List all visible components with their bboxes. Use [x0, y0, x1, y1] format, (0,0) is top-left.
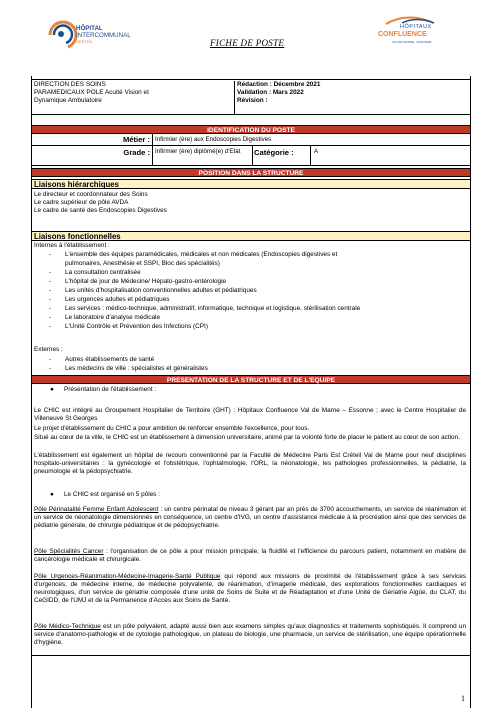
interne-item: Le laboratoire d'analyse médicale: [65, 314, 161, 321]
position-band: POSITION DANS LA STRUCTURE: [31, 168, 471, 177]
dash-marker: -: [49, 251, 52, 258]
hospital-logo-line1: HÔPITAL: [76, 25, 103, 32]
grade-value: Infirmier (ère) diplômé(e) d'Etat: [155, 148, 241, 155]
document-title: FICHE DE POSTE: [210, 38, 285, 48]
pole-urgences: [34, 573, 466, 605]
presentation-paragraph-2: Le projet d'établissement du CHIC a pour ambition de renforcer ensemble l'excellence, pour tous.: [34, 425, 310, 432]
categorie-value: A: [314, 148, 319, 155]
categorie-divider-left: [252, 146, 253, 165]
info-header: [31, 79, 471, 115]
hospital-logo-line2: INTERCOMMUNAL: [76, 32, 131, 39]
bullet-dot: ●: [50, 491, 54, 498]
confluence-logo-line1: HÔPITAUX: [400, 24, 432, 30]
interne-item: Les unités d'hospitalisation conventionnelles adultes et pédiatriques: [65, 287, 257, 294]
dash-marker: -: [49, 296, 52, 303]
presentation-paragraph-1: Le CHIC est intégré au Groupement Hospitalier de Territoire (GHT) : Hôpitaux Confluence Val de Marne – Essonne ; avec le Centre Hospitalier de Villeneuve St Georges: [34, 407, 466, 423]
hospital-logo-line3: CRÉTEIL: [76, 39, 93, 44]
validation-date: Validation : Mars 2022: [237, 89, 304, 97]
interne-item: Les services : médico-technique, administratif, informatique, technique et logistique, stérilisation centrale: [65, 305, 361, 312]
direction-line2: PARAMEDICAUX POLE Acuité Vision et: [34, 89, 149, 97]
pole-specialites-title: Pôle Spécialités Cancer: [34, 548, 104, 555]
externes-label: Externes :: [34, 346, 63, 353]
bottom-rule: [31, 655, 471, 656]
dash-marker: -: [49, 365, 52, 372]
pole-specialites: [34, 548, 466, 564]
interne-item: La consultation centralisée: [65, 269, 141, 276]
pole-medico-technique-text: est un pôle polyvalent, adapté aussi bien aux examens simples qu'aux diagnostics et traitements sophistiqués. Il comprend un service d'anatomo-pathologie et de cytologie pathologique, un plateau de biologie, une pharmacie, un service de stérilisation, une équipe opérationnelle d'hygiène.: [34, 623, 467, 647]
hierarchique-item: Le cadre supérieur de pôle AVDA: [34, 199, 129, 207]
confluence-logo: [372, 14, 454, 48]
presentation-bullet2: Le CHIC est organisé en 5 pôles :: [64, 491, 160, 498]
externe-item: Autres établissements de santé: [65, 356, 155, 363]
pole-urgences-title: Pôle Urgences-Réanimation-Médecine-Imagerie-Santé Publique: [34, 573, 221, 580]
hospital-logo: [46, 18, 156, 52]
redaction-date: Rédaction : Décembre 2021: [237, 81, 321, 88]
presentation-paragraph-4: L'établissement est également un hôpital de recours conventionné par la Faculté de Médecine Paris Est Créteil Val de Marne pour neuf disciplines hospitalo-universitaires : la gynécologie et l'obstétrique, l'ophtalmologie, l'ORL, la néonatologie, les pathologies professionnelles, la pédiatrie, la pneumologie et la pédopsychiatrie.: [34, 452, 466, 476]
pole-perinatalite: [34, 506, 466, 530]
pole-urgences-text: qui répond aux missions de proximité de l'établissement grâce à ses services d'urgences, de médecine interne, de médecine polyvalente, de réanimation, d'imagerie médicale, des explorations fonctionnelles cardiaques et neurologiques, d'un service de gériatrie composée d'une unité de Soins de Suite et de Réadaptation et d'une Unité de Gériatrie Aigüe, du CLAT, du CeGIDD, de l'UMJ et de la Permanence d'Accès aux Soins de Santé.: [34, 573, 466, 605]
direction-line1: DIRECTION DES SOINS: [34, 81, 106, 88]
grade-row: [31, 146, 471, 166]
interne-item: pulmonaires, Anesthésie et SSPI, Bloc des spécialités): [65, 260, 220, 267]
interne-item: L'hôpital de jour de Médecine/ Hépato-gastro-entérologie: [65, 278, 227, 285]
bullet-dot: ●: [50, 386, 54, 393]
interne-item: Les urgences adultes et pédiatriques: [65, 296, 170, 303]
metier-value: Infirmier (ère) aux Endoscopies Digestives: [155, 136, 272, 143]
dash-marker: -: [49, 269, 52, 276]
identification-band: IDENTIFICATION DU POSTE: [31, 125, 471, 134]
confluence-logo-tagline: VAL DE MARNE · ESSONNE: [392, 40, 432, 44]
externe-item: Les médecins de ville : spécialistes et généralistes: [65, 365, 208, 372]
pole-medico-technique: [34, 623, 466, 647]
categorie-divider-right: [310, 146, 311, 165]
pole-perinatalite-title: Pôle Périnatalité Femme Enfant Adolescent: [34, 506, 159, 513]
grade-divider: [152, 146, 153, 165]
metier-divider: [152, 134, 153, 145]
interne-item: L'ensemble des équipes paramédicales, médicales et non médicales (Endoscopies digestives et: [65, 251, 338, 258]
hierarchiques-heading: Liaisons hiérarchiques: [31, 179, 471, 189]
direction-block: [34, 81, 232, 105]
internes-label: Internes à l'établissement :: [34, 242, 110, 249]
dates-block: [234, 81, 470, 115]
hierarchique-item: Le cadre de santé des Endoscopies Digestives: [34, 207, 167, 215]
pole-specialites-text: : l'organisation de ce pôle a pour mission principale, la fluidité et l'efficience du parcours patient, notamment en matière de cancérologie médicale et chirurgicale.: [34, 548, 466, 564]
dash-marker: -: [49, 278, 52, 285]
presentation-bullet1: Présentation de l'établissement :: [64, 386, 157, 393]
dash-marker: -: [49, 287, 52, 294]
direction-line3: Dynamique Ambulatoire: [34, 97, 102, 105]
metier-label: Métier :: [122, 135, 150, 144]
categorie-label: Catégorie :: [254, 148, 294, 157]
dash-marker: -: [49, 323, 52, 330]
metier-row: [31, 134, 471, 146]
grade-label: Grade :: [123, 148, 150, 157]
presentation-band: PRESENTATION DE LA STRUCTURE ET DE L'EQUIPE: [31, 375, 471, 384]
hierarchique-item: Le directeur et coordonnateur des Soins: [34, 191, 148, 198]
pole-medico-technique-title: Pôle Médico-Technique: [34, 623, 101, 630]
interne-item: L'Unité Contrôle et Prévention des Infections (CPI): [65, 323, 208, 330]
revision-date: Révision :: [237, 97, 268, 105]
dash-marker: -: [49, 305, 52, 312]
dash-marker: -: [49, 314, 52, 321]
fonctionnelles-heading: Liaisons fonctionnelles: [31, 231, 471, 241]
confluence-logo-line2: CONFLUENCE: [378, 31, 427, 38]
presentation-paragraph-3: Situé au cœur de la ville, le CHIC est un établissement à dimension universitaire, animé par la volonté forte de placer le patient au cœur de son action.: [34, 434, 460, 441]
page-number: 1: [461, 694, 465, 703]
dash-marker: -: [49, 356, 52, 363]
pole-perinatalite-text: : un centre périnatal de niveau 3 gérant par an près de 3700 accouchements, un service de réanimation et un service de néonatologie dimensionnés en conséquence, un centre d'IVG, un centre d'assistance médicale à la procréation ainsi que des services de pédiatrie générale, de chirurgie pédiatrique et de pédopsychiatrie.: [34, 506, 466, 530]
hierarchiques-list: [34, 191, 466, 215]
